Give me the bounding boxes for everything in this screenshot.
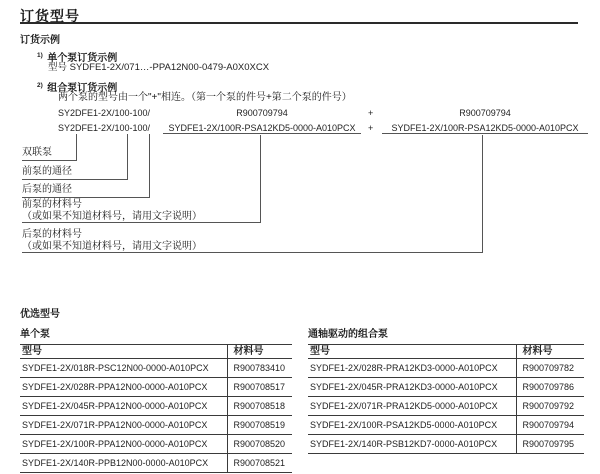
combo-row1-plus: + [368, 108, 374, 118]
material-number-cell: R900709792 [516, 397, 584, 416]
combo-pump-table [308, 344, 584, 454]
material-number-cell: R900708520 [227, 435, 292, 454]
material-number-cell: R900708518 [227, 397, 292, 416]
column-header-type: 型号 [20, 345, 227, 359]
type-code-cell: SYDFE1-2X/071R-PRA12KD5-0000-A010PCX [308, 397, 516, 416]
table-row [308, 416, 584, 435]
table-row [20, 416, 292, 435]
combo-row1-part2: R900709794 [459, 108, 511, 118]
table-row [308, 397, 584, 416]
combo-row1-part1: R900709794 [236, 108, 288, 118]
type-code-cell: SYDFE1-2X/140R-PSB12KD7-0000-A010PCX [308, 435, 516, 454]
type-code-cell: SYDFE1-2X/018R-PSC12N00-0000-A010PCX [20, 359, 227, 378]
material-number-cell: R900709786 [516, 378, 584, 397]
type-code-cell: SYDFE1-2X/045R-PRA12KD3-0000-A010PCX [308, 378, 516, 397]
material-number-cell: R900709794 [516, 416, 584, 435]
callout-line-rear-matnr [22, 135, 483, 253]
example-1-label: 单个泵订货示例 [47, 53, 118, 64]
table-row [308, 378, 584, 397]
combo-row2-prefix: SY2DFE1-2X/100-100/ [58, 123, 151, 133]
example-1-code: 型号 SYDFE1-2X/071…-PPA12N00-0479-A0X0XCX [48, 62, 270, 73]
type-code-cell: SYDFE1-2X/140R-PPB12N00-0000-A010PCX [20, 454, 227, 473]
material-number-cell: R900708519 [227, 416, 292, 435]
type-code-cell: SYDFE1-2X/045R-PPA12N00-0000-A010PCX [20, 397, 227, 416]
callout-note-front-matnr: （或如果不知道材料号，请用文字说明） [22, 211, 202, 222]
combo-pump-caption: 通轴驱动的组合泵 [308, 329, 388, 340]
preferred-heading: 优选型号 [20, 309, 60, 320]
material-number-cell: R900708521 [227, 454, 292, 473]
callout-note-rear-matnr: （或如果不知道材料号，请用文字说明） [22, 241, 202, 252]
table-header-row [20, 345, 292, 359]
table-row [308, 435, 584, 454]
combo-row2-plus: + [368, 123, 374, 133]
example-1-superscript: 1) [37, 52, 43, 59]
callout-label-tandem-pump: 双联泵 [22, 147, 52, 158]
title-rule [20, 22, 578, 24]
example-2-label: 组合泵订货示例 [47, 83, 118, 94]
table-row [20, 397, 292, 416]
type-code-cell: SYDFE1-2X/071R-PPA12N00-0000-A010PCX [20, 416, 227, 435]
material-number-cell: R900709782 [516, 359, 584, 378]
callout-label-front-matnr: 前泵的材料号 [22, 199, 82, 210]
material-number-cell: R900708517 [227, 378, 292, 397]
combo-row2-code2: SYDFE1-2X/100R-PSA12KD5-0000-A010PCX [382, 123, 588, 134]
column-header-matnr: 材料号 [516, 345, 584, 359]
type-code-cell: SYDFE1-2X/028R-PRA12KD3-0000-A010PCX [308, 359, 516, 378]
combo-row2-code1: SYDFE1-2X/100R-PSA12KD5-0000-A010PCX [163, 123, 361, 134]
example-2-superscript: 2) [37, 82, 43, 89]
table-header-row [308, 345, 584, 359]
table-row [308, 359, 584, 378]
single-pump-table [20, 344, 292, 473]
single-pump-caption: 单个泵 [20, 329, 50, 340]
callout-label-rear-matnr: 后泵的材料号 [22, 229, 82, 240]
type-code-cell: SYDFE1-2X/100R-PSA12KD5-0000-A010PCX [308, 416, 516, 435]
table-row [20, 359, 292, 378]
type-code-cell: SYDFE1-2X/028R-PPA12N00-0000-A010PCX [20, 378, 227, 397]
combo-row1-prefix: SY2DFE1-2X/100-100/ [58, 108, 151, 118]
example-2-description: 两个泵的型号由一个"+"相连。（第一个泵的件号+第二个泵的件号） [58, 92, 352, 103]
table-row [20, 454, 292, 473]
material-number-cell: R900709795 [516, 435, 584, 454]
callout-label-front-size: 前泵的通径 [22, 166, 72, 177]
type-code-cell: SYDFE1-2X/100R-PPA12N00-0000-A010PCX [20, 435, 227, 454]
table-row [20, 378, 292, 397]
material-number-cell: R900783410 [227, 359, 292, 378]
column-header-matnr: 材料号 [227, 345, 292, 359]
table-row [20, 435, 292, 454]
page-title: 订货型号 [20, 8, 80, 24]
column-header-type: 型号 [308, 345, 516, 359]
callout-label-rear-size: 后泵的通径 [22, 184, 72, 195]
ordering-example-heading: 订货示例 [20, 35, 60, 46]
